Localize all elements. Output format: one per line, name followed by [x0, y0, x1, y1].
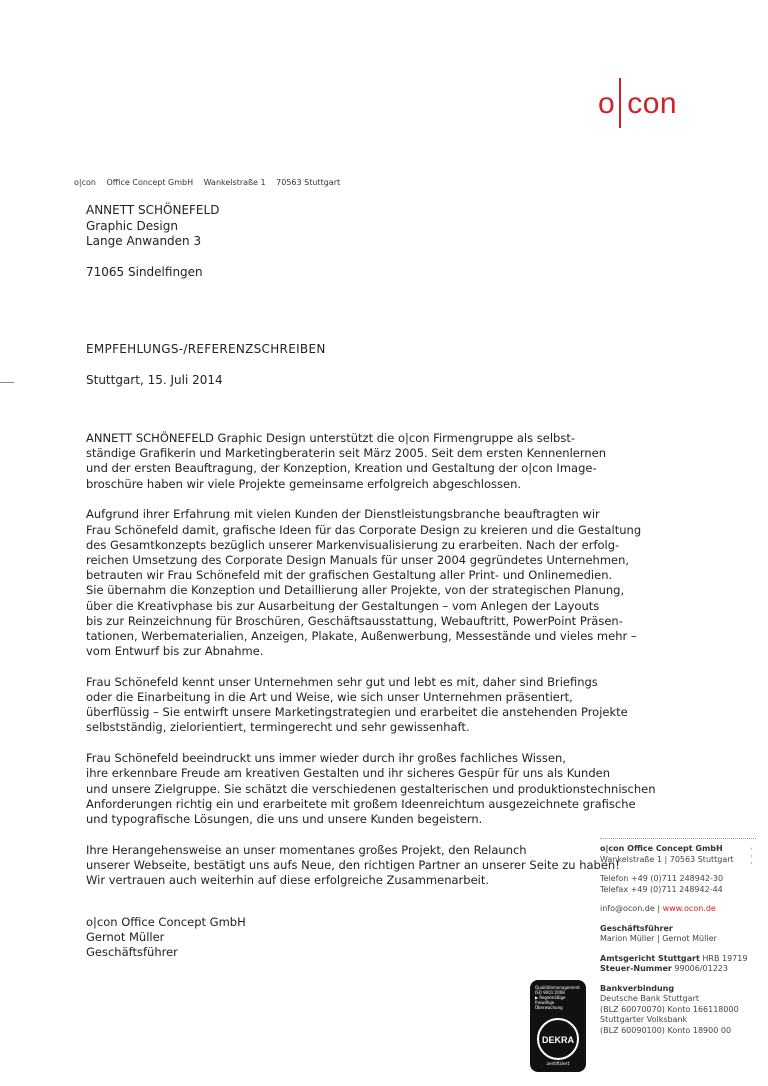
letter-date: Stuttgart, 15. Juli 2014 [86, 373, 223, 387]
sidebar-gf-label: Geschäftsführer [600, 923, 673, 933]
body-line: des Gesamtkonzepts bezüglich unserer Markenvisualisierung zu erarbeiten. Nach der erfolg- [86, 537, 620, 552]
fold-mark [0, 382, 14, 383]
recipient-city: 71065 Sindelfingen [86, 264, 203, 279]
recipient-address [86, 203, 219, 280]
sender-line [74, 178, 348, 187]
body-line: oder die Einarbeitung in die Art und Weise, wie sich unser Unternehmen präsentiert, [86, 690, 573, 705]
body-line: reichen Umsetzung des Corporate Design Manuals für unser 2004 gegründetes Unternehmen, [86, 552, 630, 567]
body-paragraph [86, 431, 607, 492]
dekra-certification-badge [530, 980, 586, 1072]
body-line: ständige Grafikerin und Marketingberaterin seit März 2005. Seit dem ersten Kennenlernen [86, 446, 607, 461]
sidebar-tax [600, 964, 760, 975]
signature-name: Gernot Müller [86, 930, 165, 945]
body-paragraph [86, 751, 656, 827]
body-line: vom Entwurf bis zur Abnahme. [86, 644, 264, 659]
body-line: ihre erkennbare Freude am kreativen Gestalten und ihr sicheres Gespür für uns als Kunden [86, 766, 611, 781]
body-paragraph [86, 674, 628, 736]
recipient-name: ANNETT SCHÖNEFELD [86, 203, 220, 217]
body-line: Aufgrund ihrer Erfahrung mit vielen Kunden der Dienstleistungsbranche beauftragten wir [86, 507, 600, 522]
sidebar-address: Wankelstraße 1 | 70563 Stuttgart [600, 854, 734, 864]
chevron-marks-icon: ‹ ‹ ‹ [750, 845, 753, 867]
letter-subject: EMPFEHLUNGS-/REFERENZSCHREIBEN [86, 342, 326, 356]
body-line: ANNETT SCHÖNEFELD Graphic Design unterstützt die o|con Firmengruppe als selbst- [86, 431, 575, 445]
body-line: und der ersten Beauftragung, der Konzeption, Kreation und Gestaltung der o|con Image- [86, 461, 597, 476]
sidebar-bank-line: (BLZ 60090100) Konto 18900 00 [600, 1025, 732, 1035]
dekra-line: ISO 9001:2008 [535, 990, 565, 995]
recipient-line2: Graphic Design [86, 218, 178, 233]
contact-separator: | [654, 904, 663, 913]
sidebar-bank-label: Bankverbindung [600, 983, 675, 993]
body-line: Frau Schönefeld kennt unser Unternehmen sehr gut und lebt es mit, daher sind Briefings [86, 674, 598, 689]
sidebar-gf-names: Marion Müller | Gernot Müller [600, 934, 717, 943]
sidebar-registry [600, 954, 760, 965]
sidebar-bank-line: Deutsche Bank Stuttgart [600, 994, 699, 1003]
sidebar-bank-line: (BLZ 60070070) Konto 166118000 [600, 1004, 739, 1014]
website-link[interactable]: www.ocon.de [662, 904, 716, 913]
body-paragraph [86, 507, 642, 659]
dekra-line: ▶ Regelmäßige freiwillige [535, 995, 566, 1005]
st-label: Steuer-Nummer [600, 964, 672, 973]
recipient-street: Lange Anwanden 3 [86, 234, 202, 248]
body-line: Ihre Herangehensweise an unser momentanes großes Projekt, den Relaunch [86, 842, 527, 857]
address-gap [86, 250, 219, 265]
body-line: Frau Schönefeld damit, grafische Ideen für das Corporate Design zu kreieren und die Gestaltung [86, 522, 642, 537]
body-line: überflüssig – Sie entwirft unsere Marketingstrategien und erarbeitet die anstehenden Projekte [86, 705, 628, 720]
body-line: Sie übernahm die Konzeption und Detaillierung aller Projekte, von der strategischen Planung, [86, 583, 625, 598]
sender-city: 70563 Stuttgart [276, 178, 341, 187]
body-line: unserer Webseite, bestätigt uns aufs Neue, den richtigen Partner an unserer Seite zu haben! [86, 857, 620, 872]
body-line: Wir vertrauen auch weiterhin auf diese erfolgreiche Zusammenarbeit. [86, 873, 489, 888]
sidebar-telefax: Telefax +49 (0)711 248942-44 [600, 884, 723, 894]
dekra-line: Qualitätsmanagement [535, 985, 580, 990]
body-line: und typografische Lösungen, die uns und unsere Kunden begeistern. [86, 811, 483, 826]
sidebar-divider [600, 838, 756, 839]
body-line: selbstständig, zielorientiert, termingerecht und sehr gewissenhaft. [86, 720, 470, 735]
body-line: Anforderungen richtig ein und erarbeitete mit großem Ideenreichtum ausgezeichnete grafische [86, 796, 636, 811]
body-line: tationen, Werbematerialien, Anzeigen, Plakate, Außenwerbung, Messestände und vieles mehr – [86, 628, 637, 643]
email-link[interactable]: info@ocon.de [600, 904, 655, 913]
sender-logo: o|con [74, 178, 96, 187]
body-line: bis zur Reinzeichnung für Broschüren, Geschäftsausstattung, Webauftritt, PowerPoint Präsen- [86, 613, 623, 628]
ag-label: Amtsgericht Stuttgart [600, 953, 700, 963]
letter-body [86, 431, 656, 904]
signature-title: Geschäftsführer [86, 945, 178, 960]
logo-bar [619, 78, 621, 128]
dekra-top-text [535, 985, 581, 1013]
body-line: broschüre haben wir viele Projekte gemeinsame erfolgreich abgeschlossen. [86, 476, 522, 491]
dekra-brand: DEKRA [541, 1035, 574, 1045]
ag-value: HRB 19719 [699, 953, 748, 963]
signature-company: o|con Office Concept GmbH [86, 915, 246, 929]
body-line: über die Kreativphase bis zur Ausarbeitung der Gestaltungen – vom Anlegen der Layouts [86, 598, 600, 613]
sidebar-bank-line: Stuttgarter Volksbank [600, 1015, 688, 1024]
st-value: 99006/01223 [671, 964, 728, 973]
sidebar-telefon: Telefon +49 (0)711 248942-30 [600, 874, 724, 883]
body-line: und unsere Zielgruppe. Sie schätzt die verschiedenen gestalterischen und produktionstechnischen [86, 781, 656, 796]
sender-street: Wankelstraße 1 [203, 178, 266, 187]
dekra-line: Überwachung [535, 1005, 563, 1010]
signature-block [86, 915, 246, 961]
body-line: betrauten wir Frau Schönefeld mit der grafischen Gestaltung aller Print- und Onlinemedien. [86, 568, 613, 583]
sidebar-company: o|con Office Concept GmbH [600, 844, 723, 853]
company-info-sidebar [600, 838, 760, 1036]
body-line: Frau Schönefeld beeindruckt uns immer wieder durch ihr großes fachliches Wissen, [86, 751, 566, 766]
sender-company: Office Concept GmbH [106, 178, 194, 187]
logo-con: con [627, 87, 678, 120]
dekra-footer: zertifiziert [546, 1062, 570, 1067]
sidebar-contact [600, 904, 760, 915]
body-paragraph [86, 842, 620, 889]
logo-o: o [598, 87, 616, 120]
company-logo [598, 78, 677, 128]
